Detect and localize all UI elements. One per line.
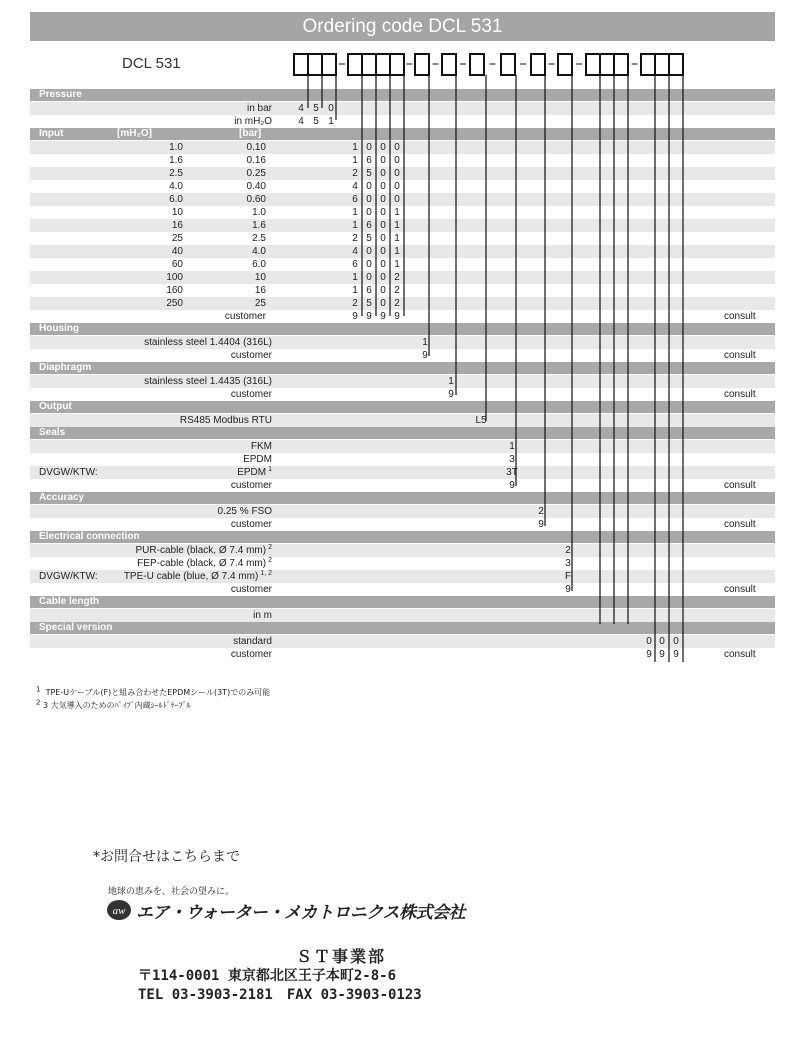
code-value: 0	[380, 168, 386, 179]
code-value: 0	[659, 636, 665, 647]
code-group-electrical	[558, 54, 572, 75]
code-value: 2	[352, 233, 358, 244]
row-label-text: customer	[230, 389, 272, 400]
row-label-text: customer	[230, 480, 272, 491]
code-value: 0	[646, 636, 652, 647]
input-range-mh2o: 250	[166, 298, 183, 309]
code-value: 0	[366, 272, 372, 283]
section-title: Pressure	[39, 89, 82, 100]
code-value: 4	[298, 116, 304, 127]
code-value: 0	[394, 181, 400, 192]
row-prefix: DVGW/KTW:	[39, 571, 98, 582]
footnote-2-text: 3 大気導入のためのﾊﾟｲﾌﾟ内蔵ｼｰﾙﾄﾞｹｰﾌﾞﾙ	[43, 701, 191, 710]
input-range-bar: 0.60	[246, 194, 266, 205]
input-range-bar: 2.5	[252, 233, 266, 244]
footnote-1-text: TPE-Uケーブル(F)と組み合わせたEPDMシール(3T)でのみ可能	[45, 688, 271, 697]
row-label-text: in m	[253, 610, 272, 621]
input-range-bar: 0.10	[246, 142, 266, 153]
code-value: 0	[366, 194, 372, 205]
code-value: 9	[448, 389, 454, 400]
input-range-bar: customer	[224, 311, 266, 322]
code-value: 9	[394, 311, 400, 322]
section-title: Output	[39, 401, 72, 412]
code-value: 9	[565, 584, 571, 595]
code-value: 0	[394, 155, 400, 166]
code-value: 9	[509, 480, 515, 491]
row-label-text: customer	[230, 519, 272, 530]
row-label-text: FEP-cable (black, Ø 7.4 mm)	[137, 558, 267, 569]
input-range-bar: 1.0	[252, 207, 266, 218]
code-value: 2	[352, 168, 358, 179]
section-title: Housing	[39, 323, 79, 334]
input-range-mh2o: 1.0	[169, 142, 183, 153]
code-value: L5	[475, 415, 487, 426]
input-range-mh2o: 1.6	[169, 155, 183, 166]
code-value: 9	[380, 311, 386, 322]
code-value: 6	[366, 155, 372, 166]
code-value: F	[564, 571, 572, 582]
code-value: 1	[352, 155, 358, 166]
code-value: 9	[366, 311, 372, 322]
code-value: 6	[352, 259, 358, 270]
code-value: 1	[394, 207, 400, 218]
code-value: 0	[394, 194, 400, 205]
code-group-cable-length	[586, 54, 628, 75]
code-value: 0	[366, 259, 372, 270]
input-range-bar: 0.25	[246, 168, 266, 179]
code-value: 0	[366, 207, 372, 218]
code-value: 5	[313, 116, 319, 127]
code-value: 1	[352, 272, 358, 283]
footnote-1-mark: 1	[36, 685, 41, 694]
consult-note: consult	[724, 649, 756, 660]
code-value: 0	[380, 194, 386, 205]
code-value: 6	[366, 220, 372, 231]
code-value: 0	[394, 168, 400, 179]
company-address: 〒114-0001 東京都北区王子本町2-8-6	[138, 968, 397, 984]
code-value: 0	[380, 220, 386, 231]
code-group-accuracy	[531, 54, 545, 75]
consult-note: consult	[724, 480, 756, 491]
model-name: DCL 531	[122, 55, 181, 72]
code-value: 4	[352, 246, 358, 257]
footnote-2	[36, 700, 191, 711]
input-range-bar: 0.16	[246, 155, 266, 166]
input-range-bar: 6.0	[252, 259, 266, 270]
code-value: 4	[352, 181, 358, 192]
row-label-text: TPE-U cable (blue, Ø 7.4 mm)	[123, 571, 259, 582]
code-value: 2	[352, 298, 358, 309]
code-value: 0	[394, 142, 400, 153]
code-value: 0	[380, 207, 386, 218]
row-label-text: EPDM	[243, 454, 272, 465]
row-footnote-ref: 1, 2	[260, 569, 272, 577]
code-value: 9	[659, 649, 665, 660]
code-value: 1	[394, 259, 400, 270]
code-value: 2	[394, 285, 400, 296]
row-footnote-ref: 2	[268, 556, 272, 564]
code-value: 1	[394, 233, 400, 244]
consult-note: consult	[724, 519, 756, 530]
code-value: 1	[352, 285, 358, 296]
code-value: 1	[352, 142, 358, 153]
row-footnote-ref: 2	[268, 543, 272, 551]
column-header-bar: [bar]	[239, 128, 262, 139]
section-title: Accuracy	[39, 492, 85, 503]
section-title: Input	[39, 128, 64, 139]
division-name: ＳＴ事業部	[296, 947, 387, 966]
code-value: 0	[328, 103, 334, 114]
row-label-text: stainless steel 1.4404 (316L)	[144, 337, 272, 348]
section-title: Electrical connection	[39, 531, 140, 542]
section-title: Special version	[39, 622, 113, 633]
input-range-bar: 1.6	[252, 220, 266, 231]
code-value: 0	[366, 181, 372, 192]
row-label-text: in bar	[246, 103, 272, 114]
company-phone: TEL 03-3903-2181 FAX 03-3903-0123	[138, 987, 422, 1003]
consult-note: consult	[724, 584, 756, 595]
code-value: 3T	[506, 467, 518, 478]
code-value: 0	[380, 298, 386, 309]
input-range-bar: 4.0	[252, 246, 266, 257]
code-value: 4	[298, 103, 304, 114]
input-range-mh2o: 60	[171, 259, 183, 270]
code-value: 1	[509, 441, 515, 452]
row-label-text: customer	[230, 350, 272, 361]
code-value: 9	[422, 350, 428, 361]
code-value: 0	[380, 233, 386, 244]
code-group-seals	[501, 54, 515, 75]
row-prefix: DVGW/KTW:	[39, 467, 98, 478]
code-value: 9	[673, 649, 679, 660]
row-label-text: 0.25 % FSO	[217, 506, 272, 517]
code-value: 0	[380, 181, 386, 192]
code-value: 1	[328, 116, 334, 127]
code-group-pressure	[294, 54, 336, 75]
company-name: エア・ウォーター・メカトロニクス株式会社	[136, 903, 466, 923]
contact-heading: *お問合せはこちらまで	[93, 849, 240, 865]
row-label-text: stainless steel 1.4435 (316L)	[144, 376, 272, 387]
code-value: 9	[352, 311, 358, 322]
row-label-text: customer	[230, 584, 272, 595]
code-group-special	[641, 54, 683, 75]
code-value: 0	[380, 155, 386, 166]
input-range-bar: 16	[254, 285, 266, 296]
code-value: 1	[448, 376, 454, 387]
page-title: Ordering code DCL 531	[30, 12, 775, 41]
code-value: 1	[352, 207, 358, 218]
row-label-text: EPDM	[237, 467, 267, 478]
code-value: 3	[509, 454, 515, 465]
input-range-bar: 0.40	[246, 181, 266, 192]
code-value: 1	[422, 337, 428, 348]
code-group-diaphragm	[442, 54, 456, 75]
code-value: 0	[673, 636, 679, 647]
input-range-mh2o: 40	[171, 246, 183, 257]
row-label-text: in mH₂O	[234, 116, 272, 127]
code-value: 6	[366, 285, 372, 296]
row-label-text: FKM	[250, 441, 272, 452]
company-logo-icon	[106, 899, 132, 921]
code-value: 2	[394, 272, 400, 283]
code-value: 0	[380, 142, 386, 153]
code-group-output	[470, 54, 484, 75]
code-group-housing	[415, 54, 429, 75]
code-value: 0	[366, 142, 372, 153]
code-value: 1	[394, 220, 400, 231]
code-value: 6	[352, 194, 358, 205]
code-value: 1	[394, 246, 400, 257]
row-label-text: standard	[233, 636, 272, 647]
code-value: 5	[366, 233, 372, 244]
row-label-text: customer	[230, 649, 272, 660]
code-value: 0	[366, 246, 372, 257]
column-header-mh2o: [mH₂O]	[117, 128, 152, 139]
section-title: Seals	[39, 427, 66, 438]
input-range-mh2o: 100	[166, 272, 183, 283]
row-label-text: PUR-cable (black, Ø 7.4 mm)	[135, 545, 267, 556]
consult-note: consult	[724, 350, 756, 361]
svg-text:aw: aw	[112, 905, 126, 917]
input-range-mh2o: 10	[171, 207, 183, 218]
company-tagline: 地球の恵みを、社会の望みに。	[108, 887, 235, 897]
input-range-bar: 10	[254, 272, 266, 283]
code-value: 0	[380, 285, 386, 296]
input-range-mh2o: 4.0	[169, 181, 183, 192]
code-value: 0	[380, 272, 386, 283]
code-value: 2	[394, 298, 400, 309]
input-range-mh2o: 2.5	[169, 168, 183, 179]
code-value: 2	[565, 545, 571, 556]
footnote-1	[36, 687, 270, 698]
consult-note: consult	[724, 311, 756, 322]
code-value: 9	[646, 649, 652, 660]
row-label-text: RS485 Modbus RTU	[179, 415, 272, 426]
input-range-mh2o: 160	[166, 285, 183, 296]
input-range-mh2o: 16	[171, 220, 183, 231]
input-range-mh2o: 6.0	[169, 194, 183, 205]
section-title: Cable length	[39, 596, 100, 607]
input-range-bar: 25	[254, 298, 266, 309]
code-value: 5	[366, 298, 372, 309]
code-value: 0	[380, 246, 386, 257]
code-value: 5	[313, 103, 319, 114]
consult-note: consult	[724, 389, 756, 400]
section-title: Diaphragm	[39, 362, 92, 373]
code-value: 1	[352, 220, 358, 231]
code-value: 5	[366, 168, 372, 179]
input-range-mh2o: 25	[171, 233, 183, 244]
code-value: 9	[538, 519, 544, 530]
row-footnote-ref: 1	[268, 465, 272, 473]
code-value: 3	[565, 558, 571, 569]
code-value: 0	[380, 259, 386, 270]
footnote-2-mark: 2	[36, 698, 41, 707]
code-value: 2	[538, 506, 544, 517]
